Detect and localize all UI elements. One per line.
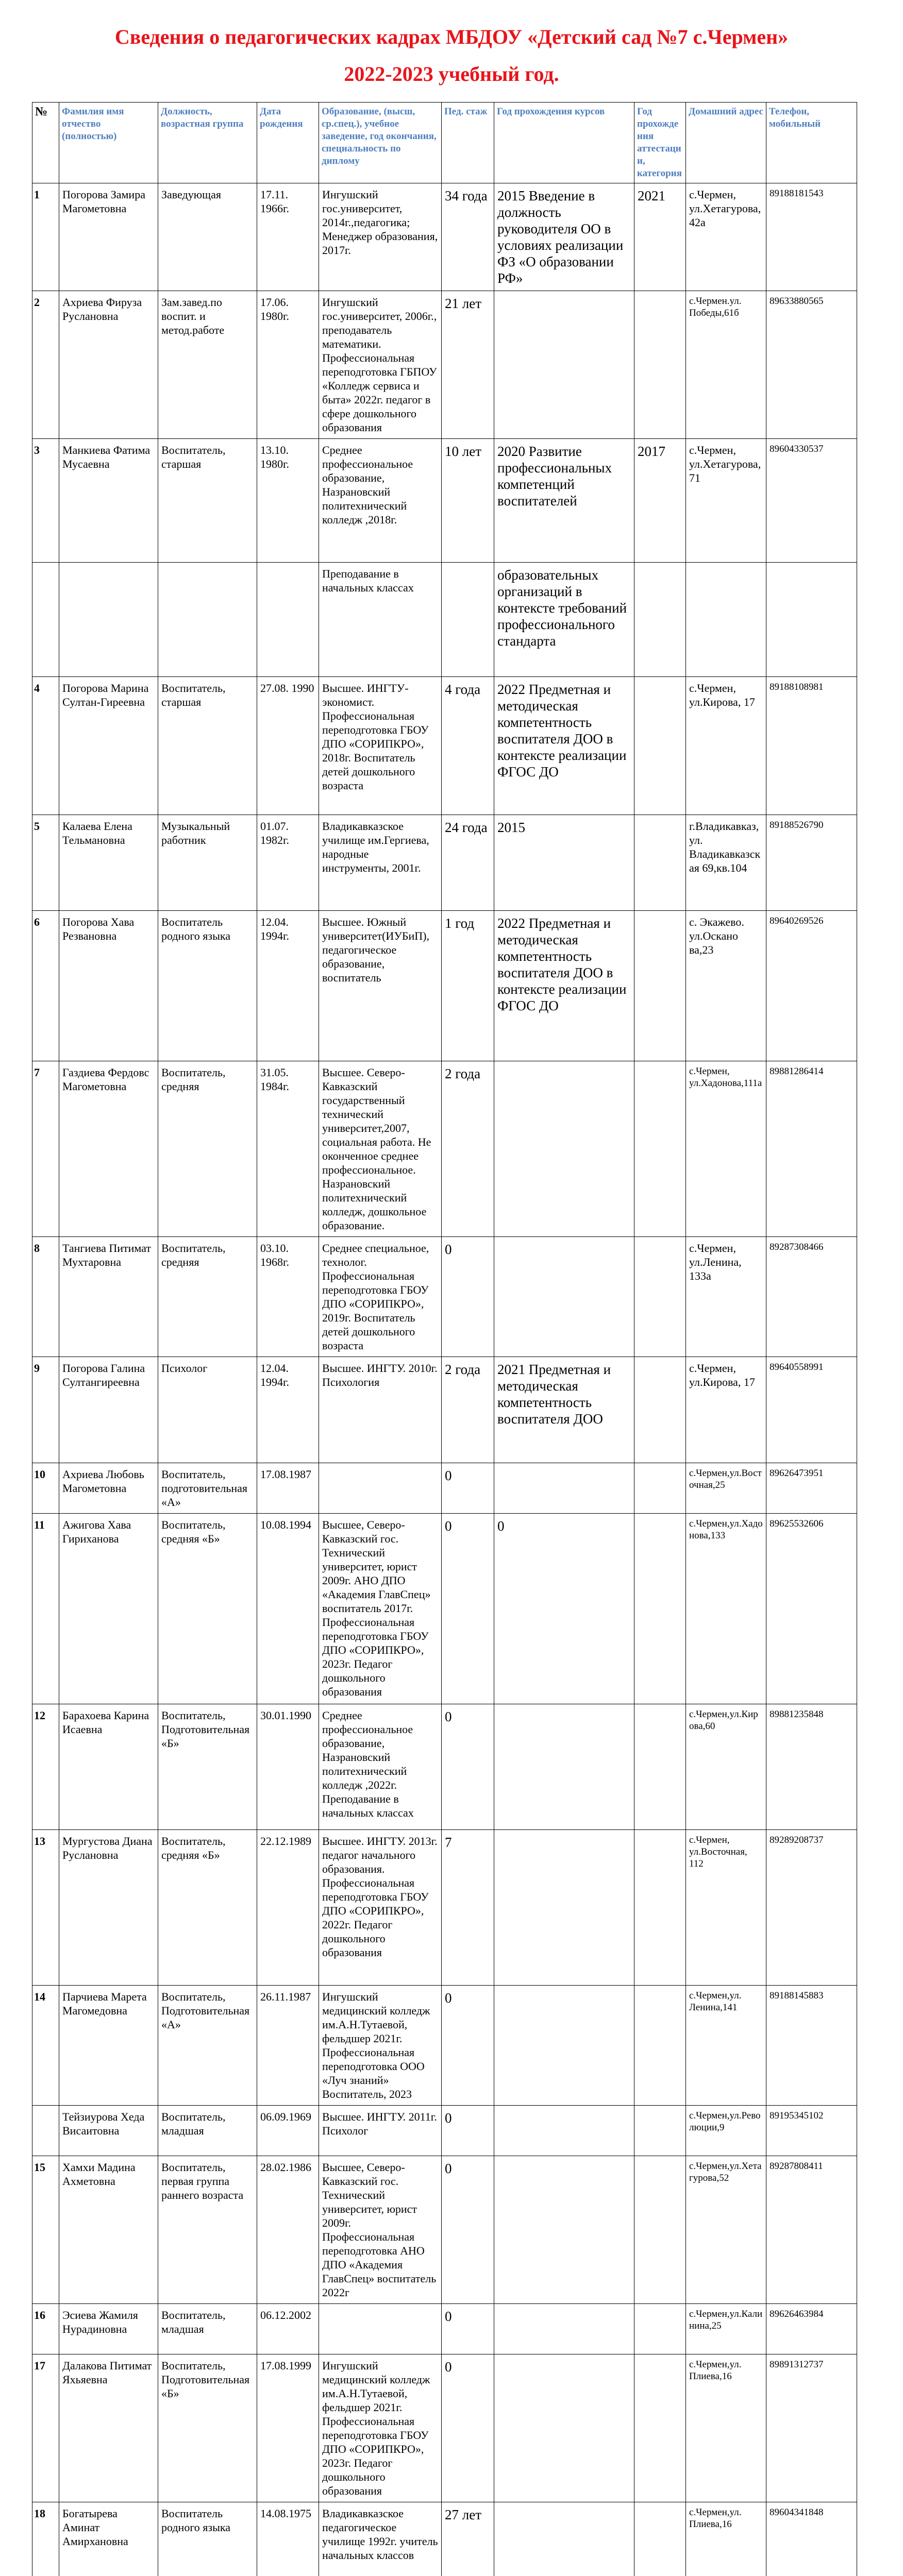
- row-number: 6: [32, 911, 59, 1061]
- row-number: 11: [32, 1514, 59, 1704]
- birth-date: 31.05. 1984г.: [257, 1061, 319, 1237]
- experience: 0: [442, 2354, 494, 2502]
- document-title: Сведения о педагогических кадрах МБДОУ «Детский сад №7 с.Чермен»: [114, 25, 789, 48]
- teacher-position: Воспитатель, подготовительная «А»: [158, 1463, 257, 1514]
- teacher-position: Зам.завед.по воспит. и метод.работе: [158, 291, 257, 439]
- attestation: [634, 677, 686, 815]
- row-number: 16: [32, 2304, 59, 2354]
- header-cell: Дата рождения: [257, 103, 319, 183]
- courses: [494, 2304, 634, 2354]
- row-number: [32, 563, 59, 677]
- experience: 2 года: [442, 1357, 494, 1463]
- attestation: [634, 1237, 686, 1357]
- table-row: [32, 1514, 857, 1704]
- teacher-name: Погорова Замира Магометовна: [59, 183, 158, 291]
- birth-date: 14.08.1975: [257, 2502, 319, 2576]
- home-address: с.Чермен, ул.Хетагурова, 42а: [686, 183, 766, 291]
- table-row: [32, 1830, 857, 1986]
- education: Высшее. ИНГТУ. 2013г. педагог начального образования. Профессиональная переподготовка ГБОУ ДПО «СОРИПКРО», 2022г. Педагог дошкольного образования: [319, 1830, 442, 1986]
- phone: 89188526790: [766, 815, 857, 911]
- attestation: [634, 1357, 686, 1463]
- courses: 2021 Предметная и методическая компетентность воспитателя ДОО: [494, 1357, 634, 1463]
- attestation: [634, 815, 686, 911]
- teacher-position: Воспитатель, средняя: [158, 1061, 257, 1237]
- teacher-position: Воспитатель, средняя «Б»: [158, 1830, 257, 1986]
- table-row: [32, 291, 857, 439]
- row-number: 9: [32, 1357, 59, 1463]
- teacher-position: Воспитатель, старшая: [158, 677, 257, 815]
- birth-date: 28.02.1986: [257, 2156, 319, 2304]
- education: Высшее. ИНГТУ. 2010г. Психология: [319, 1357, 442, 1463]
- row-number: 3: [32, 439, 59, 563]
- table-row: [32, 2156, 857, 2304]
- courses: [494, 1061, 634, 1237]
- phone: 89287308466: [766, 1237, 857, 1357]
- home-address: с.Чермен, ул.Восточная, 112: [686, 1830, 766, 1986]
- row-number: 13: [32, 1830, 59, 1986]
- header-cell: Домашний адрес: [686, 103, 766, 183]
- experience: 0: [442, 1237, 494, 1357]
- courses: [494, 1704, 634, 1830]
- teacher-name: Погорова Галина Султангиреевна: [59, 1357, 158, 1463]
- header-cell: Должность, возрастная группа: [158, 103, 257, 183]
- header-cell: Телефон, мобильный: [766, 103, 857, 183]
- home-address: с.Чермен.ул. Победы,61б: [686, 291, 766, 439]
- education: Среднее профессиональное образование, Назрановский политехнический колледж ,2022г. Преподавание в начальных классах: [319, 1704, 442, 1830]
- education: Среднее специальное, технолог. Профессиональная переподготовка ГБОУ ДПО «СОРИПКРО», 2019г. Воспитатель детей дошкольного возраста: [319, 1237, 442, 1357]
- attestation: [634, 2156, 686, 2304]
- experience: 2 года: [442, 1061, 494, 1237]
- birth-date: 10.08.1994: [257, 1514, 319, 1704]
- teacher-name: Хамхи Мадина Ахметовна: [59, 2156, 158, 2304]
- attestation: [634, 2304, 686, 2354]
- attestation: 2017: [634, 439, 686, 563]
- education: Высшее. ИНГТУ. 2011г. Психолог: [319, 2106, 442, 2156]
- courses: 2015 Введение в должность руководителя ОО в условиях реализации ФЗ «О образовании РФ»: [494, 183, 634, 291]
- birth-date: 06.12.2002: [257, 2304, 319, 2354]
- attestation: [634, 2502, 686, 2576]
- home-address: с.Чермен, ул.Хадонова,111а: [686, 1061, 766, 1237]
- courses: 0: [494, 1514, 634, 1704]
- phone: 89881286414: [766, 1061, 857, 1237]
- teacher-name: Погорова Марина Султан-Гиреевна: [59, 677, 158, 815]
- row-number: 4: [32, 677, 59, 815]
- teacher-position: Воспитатель, младшая: [158, 2304, 257, 2354]
- teacher-position: Музыкальный работник: [158, 815, 257, 911]
- home-address: с.Чермен,ул.Революции,9: [686, 2106, 766, 2156]
- header-cell: Образование, (высш, ср.спец.), учебное заведение, год окончания, специальность по диплому: [319, 103, 442, 183]
- teacher-name: Парчиева Марета Магомедовна: [59, 1986, 158, 2106]
- teacher-position: Воспитатель, Подготовительная «А»: [158, 1986, 257, 2106]
- row-number: 1: [32, 183, 59, 291]
- header-cell: Год прохождения курсов: [494, 103, 634, 183]
- experience: [442, 563, 494, 677]
- teacher-position: Воспитатель, старшая: [158, 439, 257, 563]
- teacher-name: Тангиева Питимат Мухтаровна: [59, 1237, 158, 1357]
- table-row: [32, 1986, 857, 2106]
- home-address: с.Чермен,ул.Хетагурова,52: [686, 2156, 766, 2304]
- education: Высшее. Северо-Кавказский государственный технический университет,2007, социальная работа. Не оконченное среднее профессиональное. Назрановский политехнический колледж, дошкольное образование.: [319, 1061, 442, 1237]
- experience: 21 лет: [442, 291, 494, 439]
- birth-date: 13.10. 1980г.: [257, 439, 319, 563]
- attestation: [634, 1514, 686, 1704]
- birth-date: 12.04. 1994г.: [257, 911, 319, 1061]
- phone: 89289208737: [766, 1830, 857, 1986]
- birth-date: 17.08.1999: [257, 2354, 319, 2502]
- home-address: с.Чермен,ул.Калинина,25: [686, 2304, 766, 2354]
- home-address: с.Чермен, ул.Хетагурова, 71: [686, 439, 766, 563]
- courses: [494, 2354, 634, 2502]
- teacher-position: Воспитатель, средняя: [158, 1237, 257, 1357]
- row-number: 10: [32, 1463, 59, 1514]
- phone: 89195345102: [766, 2106, 857, 2156]
- row-number: 17: [32, 2354, 59, 2502]
- birth-date: 30.01.1990: [257, 1704, 319, 1830]
- table-row: [32, 815, 857, 911]
- experience: 4 года: [442, 677, 494, 815]
- phone: 89604330537: [766, 439, 857, 563]
- teacher-position: Воспитатель, Подготовительная «Б»: [158, 2354, 257, 2502]
- teacher-name: Ахриева Любовь Магометовна: [59, 1463, 158, 1514]
- table-row: [32, 1061, 857, 1237]
- table-row: [32, 677, 857, 815]
- teacher-name: Газдиева Фердовс Магометовна: [59, 1061, 158, 1237]
- education: Ингушский медицинский колледж им.А.Н.Тутаевой, фельдшер 2021г. Профессиональная переподготовка ООО «Луч знаний» Воспитатель, 2023: [319, 1986, 442, 2106]
- experience: 0: [442, 1514, 494, 1704]
- attestation: [634, 1061, 686, 1237]
- row-number: 12: [32, 1704, 59, 1830]
- courses: [494, 2502, 634, 2576]
- phone: 89891312737: [766, 2354, 857, 2502]
- phone: 89287808411: [766, 2156, 857, 2304]
- home-address: с.Чермен,ул. Плиева,16: [686, 2354, 766, 2502]
- teacher-name: Эсиева Жамиля Нурадиновна: [59, 2304, 158, 2354]
- table-row: [32, 1704, 857, 1830]
- education: Владикавказское училище им.Гергиева, народные инструменты, 2001г.: [319, 815, 442, 911]
- table-row: [32, 2502, 857, 2576]
- courses: 2015: [494, 815, 634, 911]
- experience: 27 лет: [442, 2502, 494, 2576]
- home-address: с. Экажево. ул.Оскано ва,23: [686, 911, 766, 1061]
- home-address: с.Чермен,ул.Восточная,25: [686, 1463, 766, 1514]
- education: [319, 1463, 442, 1514]
- header-cell: №: [32, 103, 59, 183]
- table-row: [32, 183, 857, 291]
- experience: 34 года: [442, 183, 494, 291]
- phone: [766, 563, 857, 677]
- attestation: [634, 1704, 686, 1830]
- education: Среднее профессиональное образование, Назрановский политехнический колледж ,2018г.: [319, 439, 442, 563]
- experience: 0: [442, 2106, 494, 2156]
- experience: 0: [442, 2156, 494, 2304]
- experience: 0: [442, 1986, 494, 2106]
- home-address: с.Чермен, ул.Кирова, 17: [686, 1357, 766, 1463]
- teacher-name: Мургустова Диана Руслановна: [59, 1830, 158, 1986]
- teacher-position: Воспитатель, Подготовительная «Б»: [158, 1704, 257, 1830]
- courses: 2020 Развитие профессиональных компетенций воспитателей: [494, 439, 634, 563]
- courses: 2022 Предметная и методическая компетентность воспитателя ДОО в контексте реализации ФГОС ДО: [494, 911, 634, 1061]
- courses: образовательных организаций в контексте требований профессионального стандарта: [494, 563, 634, 677]
- attestation: 2021: [634, 183, 686, 291]
- table-header-row: [32, 103, 857, 183]
- home-address: с.Чермен, ул.Кирова, 17: [686, 677, 766, 815]
- courses: [494, 1830, 634, 1986]
- attestation: [634, 563, 686, 677]
- table-row: [32, 1357, 857, 1463]
- teacher-position: Воспитатель, средняя «Б»: [158, 1514, 257, 1704]
- teacher-position: Воспитатель родного языка: [158, 2502, 257, 2576]
- header-cell: Год прохождения аттестации, категория: [634, 103, 686, 183]
- row-number: 2: [32, 291, 59, 439]
- table-row: [32, 2106, 857, 2156]
- birth-date: 26.11.1987: [257, 1986, 319, 2106]
- education: Высшее. ИНГТУ-экономист. Профессиональная переподготовка ГБОУ ДПО «СОРИПКРО», 2018г. Воспитатель детей дошкольного возраста: [319, 677, 442, 815]
- attestation: [634, 1986, 686, 2106]
- home-address: с.Чермен,ул.Кирова,60: [686, 1704, 766, 1830]
- experience: 24 года: [442, 815, 494, 911]
- row-number: 15: [32, 2156, 59, 2304]
- birth-date: 17.08.1987: [257, 1463, 319, 1514]
- teacher-name: Тейзиурова Хеда Висаитовна: [59, 2106, 158, 2156]
- birth-date: [257, 563, 319, 677]
- table-row: [32, 1463, 857, 1514]
- teacher-position: Заведующая: [158, 183, 257, 291]
- teacher-name: Манкиева Фатима Мусаевна: [59, 439, 158, 563]
- home-address: с.Чермен,ул.Хадонова,133: [686, 1514, 766, 1704]
- table-row: [32, 911, 857, 1061]
- staff-table: [32, 102, 857, 2576]
- attestation: [634, 1830, 686, 1986]
- phone: 89626473951: [766, 1463, 857, 1514]
- birth-date: 03.10. 1968г.: [257, 1237, 319, 1357]
- document-subtitle: 2022-2023 учебный год.: [344, 62, 559, 86]
- birth-date: 17.06. 1980г.: [257, 291, 319, 439]
- teacher-position: Воспитатель, первая группа раннего возраста: [158, 2156, 257, 2304]
- experience: 0: [442, 2304, 494, 2354]
- phone: 89625532606: [766, 1514, 857, 1704]
- phone: 89188181543: [766, 183, 857, 291]
- teacher-position: [158, 563, 257, 677]
- phone: 89604341848: [766, 2502, 857, 2576]
- teacher-position: Воспитатель родного языка: [158, 911, 257, 1061]
- attestation: [634, 2354, 686, 2502]
- courses: [494, 1237, 634, 1357]
- birth-date: 01.07. 1982г.: [257, 815, 319, 911]
- phone: 89881235848: [766, 1704, 857, 1830]
- attestation: [634, 911, 686, 1061]
- experience: 0: [442, 1704, 494, 1830]
- birth-date: 27.08. 1990: [257, 677, 319, 815]
- experience: 10 лет: [442, 439, 494, 563]
- education: Высшее. Южный университет(ИУБиП), педагогическое образование, воспитатель: [319, 911, 442, 1061]
- phone: 89640558991: [766, 1357, 857, 1463]
- education: Высшее, Северо-Кавказский гос. Технический университет, юрист 2009г. АНО ДПО «Академия ГлавСпец» воспитатель 2017г. Профессиональная переподготовка ГБОУ ДПО «СОРИПКРО», 2023г. Педагог дошкольного образования: [319, 1514, 442, 1704]
- courses: [494, 1986, 634, 2106]
- experience: 0: [442, 1463, 494, 1514]
- experience: 7: [442, 1830, 494, 1986]
- attestation: [634, 2106, 686, 2156]
- teacher-name: Ахриева Фируза Руслановна: [59, 291, 158, 439]
- row-number: 8: [32, 1237, 59, 1357]
- birth-date: 12.04. 1994г.: [257, 1357, 319, 1463]
- courses: [494, 2156, 634, 2304]
- courses: 2022 Предметная и методическая компетентность воспитателя ДОО в контексте реализации ФГОС ДО: [494, 677, 634, 815]
- teacher-name: Богатырева Аминат Амирхановна: [59, 2502, 158, 2576]
- header-cell: Пед. стаж: [442, 103, 494, 183]
- education: [319, 2304, 442, 2354]
- row-number: 5: [32, 815, 59, 911]
- education: Владикавказское педагогическое училище 1992г. учитель начальных классов: [319, 2502, 442, 2576]
- birth-date: 17.11. 1966г.: [257, 183, 319, 291]
- teacher-name: Калаева Елена Тельмановна: [59, 815, 158, 911]
- home-address: с.Чермен, ул.Ленина, 133а: [686, 1237, 766, 1357]
- teacher-position: Воспитатель, младшая: [158, 2106, 257, 2156]
- teacher-name: Погорова Хава Резвановна: [59, 911, 158, 1061]
- birth-date: 06.09.1969: [257, 2106, 319, 2156]
- table-row: [32, 2304, 857, 2354]
- home-address: с.Чермен,ул. Плиева,16: [686, 2502, 766, 2576]
- experience: 1 год: [442, 911, 494, 1061]
- attestation: [634, 291, 686, 439]
- table-row: [32, 439, 857, 563]
- attestation: [634, 1463, 686, 1514]
- education: Ингушский гос.университет, 2006г., преподаватель математики. Профессиональная переподготовка ГБПОУ «Колледж сервиса и быта» 2022г. педагог в сфере дошкольного образования: [319, 291, 442, 439]
- phone: 89626463984: [766, 2304, 857, 2354]
- teacher-name: Ажигова Хава Гириханова: [59, 1514, 158, 1704]
- education: Преподавание в начальных классах: [319, 563, 442, 677]
- teacher-name: Далакова Питимат Яхьяевна: [59, 2354, 158, 2502]
- phone: 89188145883: [766, 1986, 857, 2106]
- home-address: с.Чермен,ул. Ленина,141: [686, 1986, 766, 2106]
- birth-date: 22.12.1989: [257, 1830, 319, 1986]
- courses: [494, 2106, 634, 2156]
- phone: 89633880565: [766, 291, 857, 439]
- education: Высшее, Северо-Кавказский гос. Технический университет, юрист 2009г. Профессиональная переподготовка АНО ДПО «Академия ГлавСпец» воспитатель 2022г: [319, 2156, 442, 2304]
- teacher-name: Барахоева Карина Исаевна: [59, 1704, 158, 1830]
- table-row: [32, 2354, 857, 2502]
- table-row: [32, 1237, 857, 1357]
- teacher-name: [59, 563, 158, 677]
- row-number: [32, 2106, 59, 2156]
- row-number: 18: [32, 2502, 59, 2576]
- phone: 89640269526: [766, 911, 857, 1061]
- teacher-position: Психолог: [158, 1357, 257, 1463]
- courses: [494, 291, 634, 439]
- row-number: 7: [32, 1061, 59, 1237]
- education: Ингушский медицинский колледж им.А.Н.Тутаевой, фельдшер 2021г. Профессиональная переподготовка ГБОУ ДПО «СОРИПКРО», 2023г. Педагог дошкольного образования: [319, 2354, 442, 2502]
- education: Ингушский гос.университет, 2014г.,педагогика; Менеджер образования, 2017г.: [319, 183, 442, 291]
- courses: [494, 1463, 634, 1514]
- home-address: [686, 563, 766, 677]
- row-number: 14: [32, 1986, 59, 2106]
- home-address: г.Владикавказ, ул. Владикавказская 69,кв.104: [686, 815, 766, 911]
- table-row: [32, 563, 857, 677]
- header-cell: Фамилия имя отчество (полностью): [59, 103, 158, 183]
- phone: 89188108981: [766, 677, 857, 815]
